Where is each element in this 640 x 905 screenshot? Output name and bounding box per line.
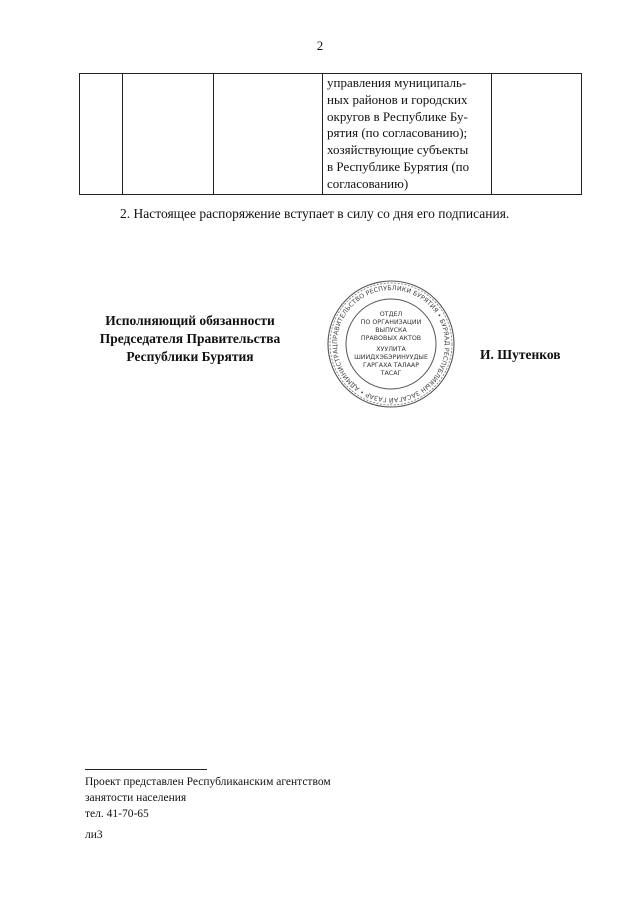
page-number: 2: [316, 38, 324, 53]
table-cell: [123, 74, 214, 195]
seal-text: ГАРГАХА ТАЛААР: [362, 362, 420, 369]
footnote-line: занятости населения: [85, 792, 187, 804]
seal-text: ОТДЕЛ: [379, 311, 403, 318]
seal-ring-text: ПРАВИТЕЛЬСТВО РЕСПУБЛИКИ БУРЯТИЯ • БУРЯАД РЕСПУБЛИКЫН ЗАСАГАЙ ГАЗАР • АДМИНИСТРАЦ: [331, 284, 451, 404]
continuation-table: [79, 73, 582, 195]
table-cell: [80, 74, 123, 195]
signer-title-line: Республики Бурятия: [126, 349, 254, 364]
signer-name: И. Шутенков: [480, 347, 561, 362]
table-cell: [492, 74, 582, 195]
seal-stamp-graphic: [325, 278, 457, 410]
signer-title-line: Исполняющий обязанности: [105, 313, 275, 328]
seal-text: ШИИДХЭБЭРИНУУДЫЕ: [354, 354, 428, 361]
clause-2: 2. Настоящее распоряжение вступает в силу со дня его подписания.: [120, 206, 510, 221]
official-seal: [325, 278, 457, 410]
footnote-line: тел. 41-70-65: [85, 808, 149, 820]
signer-title-line: Председателя Правительства: [99, 331, 281, 346]
table-row: [80, 74, 582, 195]
footnote-divider: [85, 769, 207, 770]
footnote: [85, 774, 331, 822]
seal-text: ТАСАГ: [380, 370, 402, 377]
seal-text: ВЫПУСКА: [375, 327, 407, 334]
footnote-line: Проект представлен Республиканским агентством: [85, 776, 331, 788]
signer-title: [85, 312, 295, 366]
seal-text: ПРАВОВЫХ АКТОВ: [360, 335, 422, 342]
table-cell-participants: управления муниципаль- ных районов и городских округов в Республике Бу- рятия (по согласованию); хозяйствующие субъекты в Республике Бурятия (по согласованию): [323, 74, 492, 195]
seal-text: ПО ОРГАНИЗАЦИИ: [360, 319, 422, 326]
table-cell: [214, 74, 323, 195]
executor-initials: ли3: [85, 829, 103, 841]
seal-text: ХУУЛИТА: [376, 346, 406, 353]
